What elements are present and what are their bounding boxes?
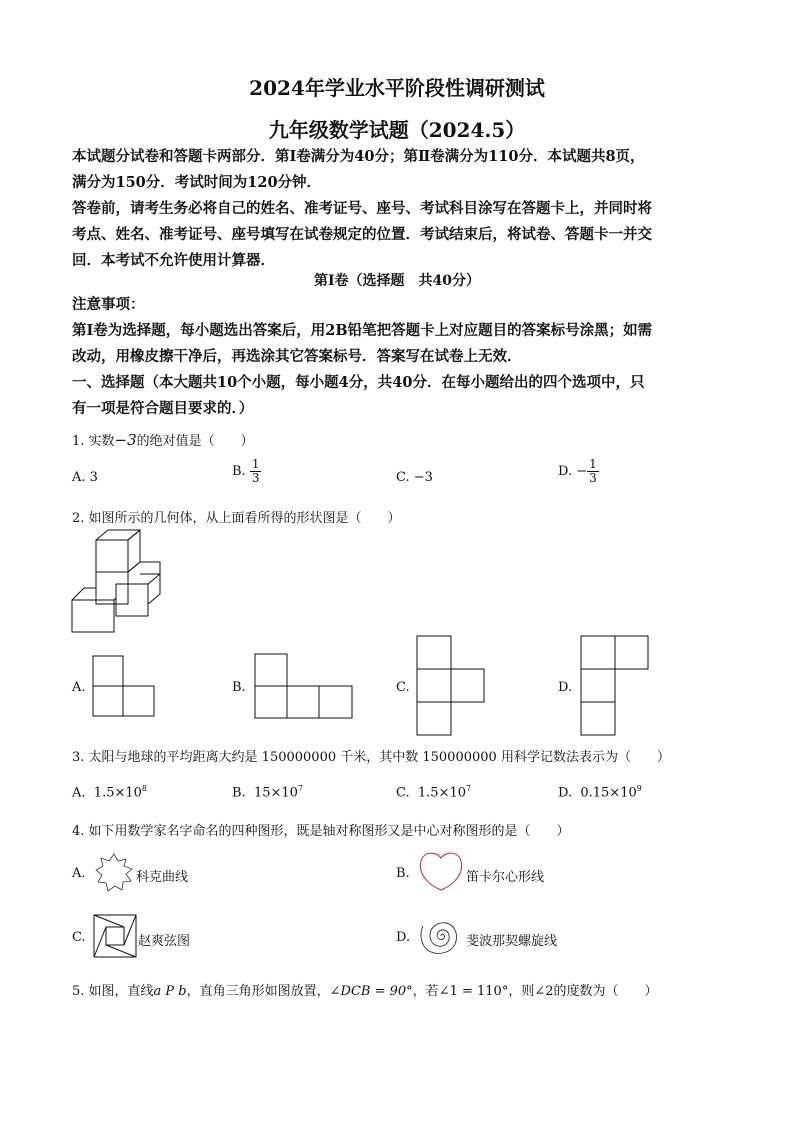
q2-option-d-figure [580,635,650,737]
option-label: A. [72,785,86,801]
option-sign: − [576,464,588,479]
q5-stem-angle: ∠DCB = 90° [329,984,413,999]
q5-stem-if: ，若 [412,984,439,999]
option-exponent: 9 [636,784,642,793]
part-line: 一、选择题（本大题共10个小题，每小题4分，共40分．在每小题给出的四个选项中，只 [72,374,645,391]
intro-line: 答卷前，请考生务必将自己的姓名、准考证号、座号、考试科目涂写在答题卡上，并同时将 [72,200,652,217]
q2-option-d-label[interactable]: D. [558,680,573,695]
koch-snowflake-icon [93,852,135,894]
q3-option-b[interactable] [232,784,303,800]
q2-option-c-figure [416,635,486,737]
fraction [587,458,599,485]
exam-subtitle: 九年级数学试题（2024.5） [268,118,526,142]
q1-stem-suffix: 的绝对值是（ ） [136,434,254,449]
q2-stem: 2. 如图所示的几何体，从上面看所得的形状图是（ ） [72,511,401,526]
option-label: A. [72,470,86,485]
option-label: B. [232,464,246,479]
q4-option-a-label[interactable]: A. [72,866,86,881]
q2-solid-figure [70,530,170,635]
intro-line: 满分为150分．考试时间为120分钟． [72,174,322,191]
option-exponent: 8 [141,784,147,793]
q4-option-b-name: 笛卡尔心形线 [466,870,545,885]
q4-option-c-label[interactable]: C. [72,930,86,945]
option-exponent: 7 [466,784,472,793]
option-value: 3 [89,470,98,485]
option-label: B. [232,785,246,801]
fraction-numerator: 1 [589,457,597,471]
option-label: C. [396,470,410,485]
notice-line: 改动，用橡皮擦干净后，再选涂其它答案标号．答案写在试卷上无效． [72,348,522,365]
q3-stem: 3. 太阳与地球的平均距离大约是 150000000 千米，其中数 150000000 用科学记数法表示为（ ） [72,750,670,765]
q1-option-b[interactable] [232,458,261,485]
option-base: 1.5×10 [93,785,142,801]
q1-option-a[interactable] [72,470,98,485]
option-label: D. [558,464,573,479]
option-label: C. [396,785,410,801]
fraction-numerator: 1 [251,457,260,471]
notice-block [72,292,732,422]
q2-option-b-figure [254,653,354,719]
q4-option-a-name: 科克曲线 [136,870,189,885]
q3-option-a[interactable] [72,784,147,800]
q2-option-b-label[interactable]: B. [232,680,246,695]
cardioid-icon [418,850,464,892]
fraction [250,458,262,485]
q5-stem-angle1: ∠1 = 110° [438,984,509,999]
q2-option-a-figure [92,655,156,717]
q4-option-c-name: 赵爽弦图 [138,934,191,949]
q5-stem-prefix: 5. 如图，直线 [72,984,154,999]
section-title: 第Ⅰ卷（选择题 共40分） [313,273,481,289]
q5-stem [72,980,658,999]
option-exponent: 7 [297,784,304,793]
fraction-denominator: 3 [589,471,597,485]
option-base: 0.15×10 [580,785,637,801]
q4-stem: 4. 如下用数学家名字命名的四种图形，既是轴对称图形又是中心对称图形的是（ ） [72,824,570,839]
q2-option-a-label[interactable]: A. [72,680,86,695]
zhao-shuang-diagram-icon [93,914,137,958]
q1-stem-prefix: 1. 实数 [72,434,115,449]
q1-option-d[interactable] [558,458,599,485]
q5-stem-suffix: ，则∠2的度数为（ ） [508,984,658,999]
q2-option-c-label[interactable]: C. [396,680,410,695]
q5-stem-lines: a P b [153,984,187,999]
fibonacci-spiral-icon [418,914,464,958]
intro-line: 本试题分试卷和答题卡两部分．第Ⅰ卷满分为40分；第Ⅱ卷满分为110分．本试题共8页， [72,148,645,165]
intro-text [72,144,732,274]
q5-stem-middle: ，直角三角形如图放置， [186,984,330,999]
q1-stem-value: −3 [114,431,137,449]
intro-line: 考点、姓名、准考证号、座号填写在试卷规定的位置．考试结束后，将试卷、答题卡一并交 [72,226,652,243]
exam-title: 2024年学业水平阶段性调研测试 [249,76,545,100]
q1-stem [72,430,254,449]
intro-line: 回．本考试不允许使用计算器． [72,252,275,269]
part-line: 有一项是符合题目要求的．） [72,400,254,417]
q4-option-b-label[interactable]: B. [396,866,410,881]
q4-option-d-name: 斐波那契螺旋线 [466,934,558,949]
option-base: 15×10 [253,785,298,801]
q3-option-c[interactable] [396,784,471,800]
option-value: −3 [413,470,433,485]
q1-option-c[interactable] [396,470,433,485]
fraction-denominator: 3 [251,471,260,485]
notice-title: 注意事项： [72,296,145,313]
option-label: D. [558,785,573,801]
q3-option-d[interactable] [558,784,642,800]
notice-line: 第Ⅰ卷为选择题，每小题选出答案后，用2B铅笔把答题卡上对应题目的答案标号涂黑；如需 [72,322,653,339]
q4-option-d-label[interactable]: D. [396,930,411,945]
option-base: 1.5×10 [417,785,466,801]
